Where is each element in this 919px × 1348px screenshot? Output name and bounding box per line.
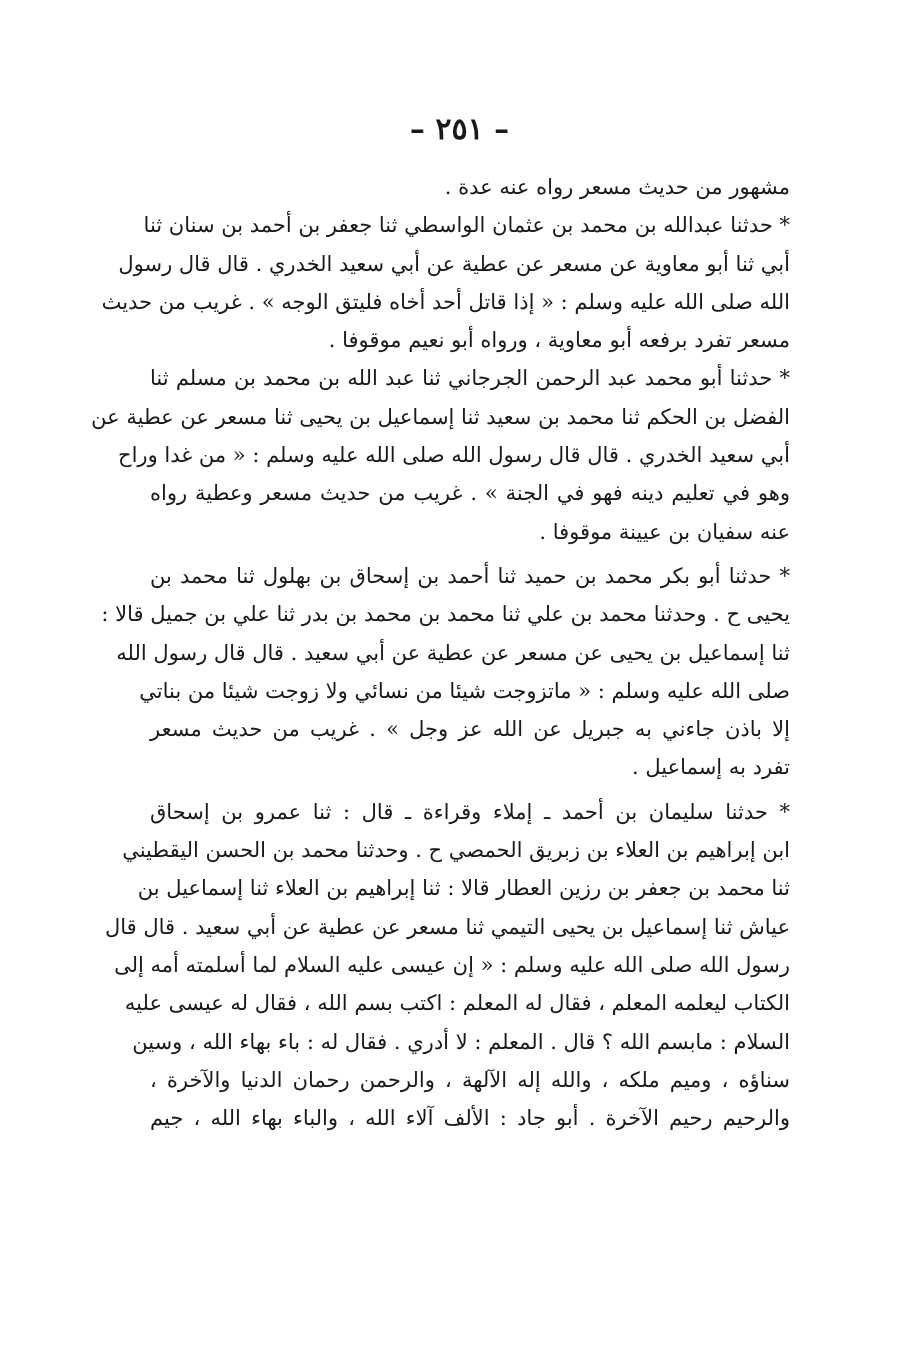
text-line: وهو في تعليم دينه فهو في الجنة » . غريب من حديث مسعر وعطية رواه [150, 481, 790, 506]
text-body [91, 168, 790, 1137]
text-line: الله صلى الله عليه وسلم : « إذا قاتل أحد أخاه فليتق الوجه » . غريب من حديث [101, 289, 790, 314]
text-line: ابن إبراهيم بن العلاء بن زبريق الحمصي ح . وحدثنا محمد بن الحسن اليقطيني [122, 838, 790, 863]
text-line: * حدثنا أبو محمد عبد الرحمن الجرجاني ثنا عبد الله بن محمد بن مسلم ثنا [150, 366, 790, 391]
text-line: * حدثنا عبدالله بن محمد بن عثمان الواسطي ثنا جعفر بن أحمد بن سنان ثنا [143, 213, 790, 238]
text-line: إلا باذن جاءني به جبريل عن الله عز وجل » . غريب من حديث مسعر [150, 717, 790, 742]
text-line: عنه سفيان بن عيينة موقوفا . [539, 519, 790, 544]
text-line: ثنا إسماعيل بن يحيى عن مسعر عن عطية عن أبي سعيد . قال قال رسول الله [116, 640, 790, 665]
paragraph [101, 206, 790, 359]
paragraph [91, 359, 790, 550]
text-line: يحيى ح . وحدثنا محمد بن علي ثنا محمد بن محمد بن بدر ثنا علي بن جميل قالا : [101, 602, 790, 627]
text-line: عياش ثنا إسماعيل بن يحيى التيمي ثنا مسعر عن عطية عن أبي سعيد . قال قال [105, 914, 790, 939]
text-line: أبي ثنا أبو معاوية عن مسعر عن عطية عن أبي سعيد الخدري . قال قال رسول [118, 251, 790, 276]
paragraph [150, 168, 790, 206]
paragraph [105, 793, 790, 1138]
text-line: مسعر تفرد برفعه أبو معاوية ، ورواه أبو نعيم موقوفا . [328, 328, 790, 353]
text-line: صلى الله عليه وسلم : « ماتزوجت شيئا من نسائي ولا زوجت شيئا من بناتي [139, 678, 790, 703]
text-line: رسول الله صلى الله عليه وسلم : « إن عيسى عليه السلام لما أسلمته أمه إلى [114, 952, 790, 977]
text-line: ثنا محمد بن جعفر بن رزين العطار قالا : ثنا إبراهيم بن العلاء ثنا إسماعيل بن [137, 876, 790, 901]
text-line: سناؤه ، وميم ملكه ، والله إله الآلهة ، والرحمن رحمان الدنيا والآخرة ، [150, 1067, 790, 1092]
text-line: الفضل بن الحكم ثنا محمد بن سعيد ثنا إسماعيل بن يحيى ثنا مسعر عن عطية عن [91, 404, 790, 429]
text-line: * حدثنا سليمان بن أحمد ـ إملاء وقراءة ـ قال : ثنا عمرو بن إسحاق [150, 799, 790, 824]
page-number: – ٢٥١ – [409, 112, 510, 147]
text-line: * حدثنا أبو بكر محمد بن حميد ثنا أحمد بن إسحاق بن بهلول ثنا محمد بن [150, 563, 790, 588]
text-line: والرحيم رحيم الآخرة . أبو جاد : الألف آلاء الله ، والباء بهاء الله ، جيم [150, 1106, 790, 1131]
text-line: السلام : مابسم الله ؟ قال . المعلم : لا أدري . فقال له : باء بهاء الله ، وسين [132, 1029, 790, 1054]
text-line: الكتاب ليعلمه المعلم ، فقال له المعلم : اكتب بسم الله ، فقال له عيسى عليه [124, 991, 790, 1016]
text-line: أبي سعيد الخدري . قال قال رسول الله صلى الله عليه وسلم : « من غدا وراح [118, 443, 790, 468]
text-line: مشهور من حديث مسعر رواه عنه عدة . [444, 175, 790, 199]
text-line: تفرد به إسماعيل . [632, 755, 790, 780]
paragraph [101, 557, 790, 787]
